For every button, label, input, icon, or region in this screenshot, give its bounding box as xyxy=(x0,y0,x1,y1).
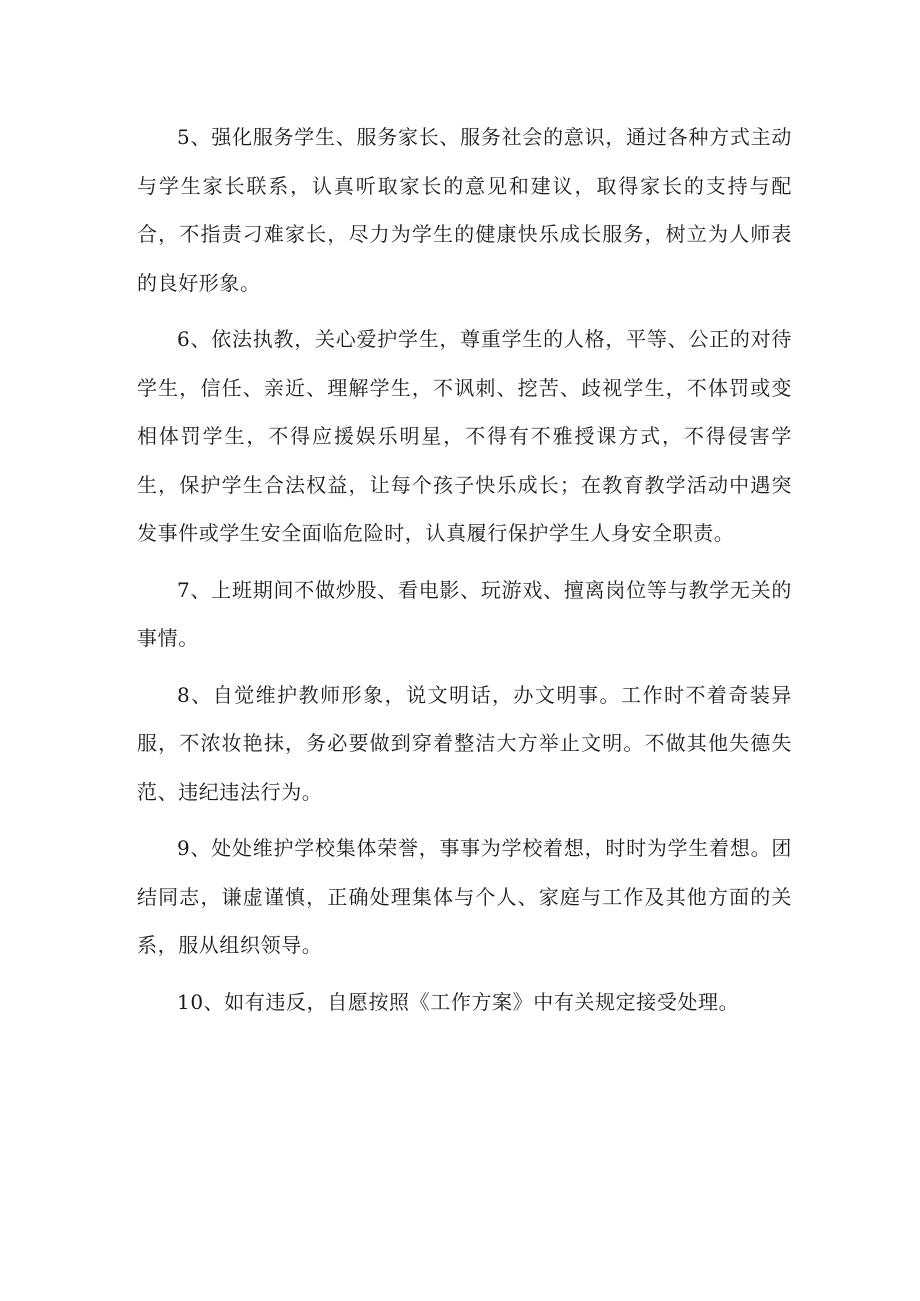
paragraph-item-10: 10、如有违反，自愿按照《工作方案》中有关规定接受处理。 xyxy=(177,989,740,1014)
paragraph-item-8: 8、自觉维护教师形象，说文明话，办文明事。工作时不着奇装异服，不浓妆艳抹，务必要做到穿着整洁大方举止文明。不做其他失德失范、违纪违法行为。 xyxy=(137,682,792,804)
paragraph-item-9: 9、处处维护学校集体荣誉，事事为学校着想，时时为学生着想。团结同志，谦虚谨慎，正确处理集体与个人、家庭与工作及其他方面的关系，服从组织领导。 xyxy=(137,836,792,957)
paragraph-item-5: 5、强化服务学生、服务家长、服务社会的意识，通过各种方式主动与学生家长联系，认真听取家长的意见和建议，取得家长的支持与配合，不指责刁难家长，尽力为学生的健康快乐成长服务，树立为人师表的良好形象。 xyxy=(137,125,792,295)
paragraph-item-6: 6、依法执教，关心爱护学生，尊重学生的人格，平等、公正的对待学生，信任、亲近、理解学生，不讽刺、挖苦、歧视学生，不体罚或变相体罚学生，不得应援娱乐明星，不得有不雅授课方式，不得侵害学生，保护学生合法权益，让每个孩子快乐成长；在教育教学活动中遇突发事件或学生安全面临危险时，认真履行保护学生人身安全职责。 xyxy=(137,327,792,545)
document-body xyxy=(137,113,792,1034)
paragraph-item-7: 7、上班期间不做炒股、看电影、玩游戏、擅离岗位等与教学无关的事情。 xyxy=(137,577,792,650)
